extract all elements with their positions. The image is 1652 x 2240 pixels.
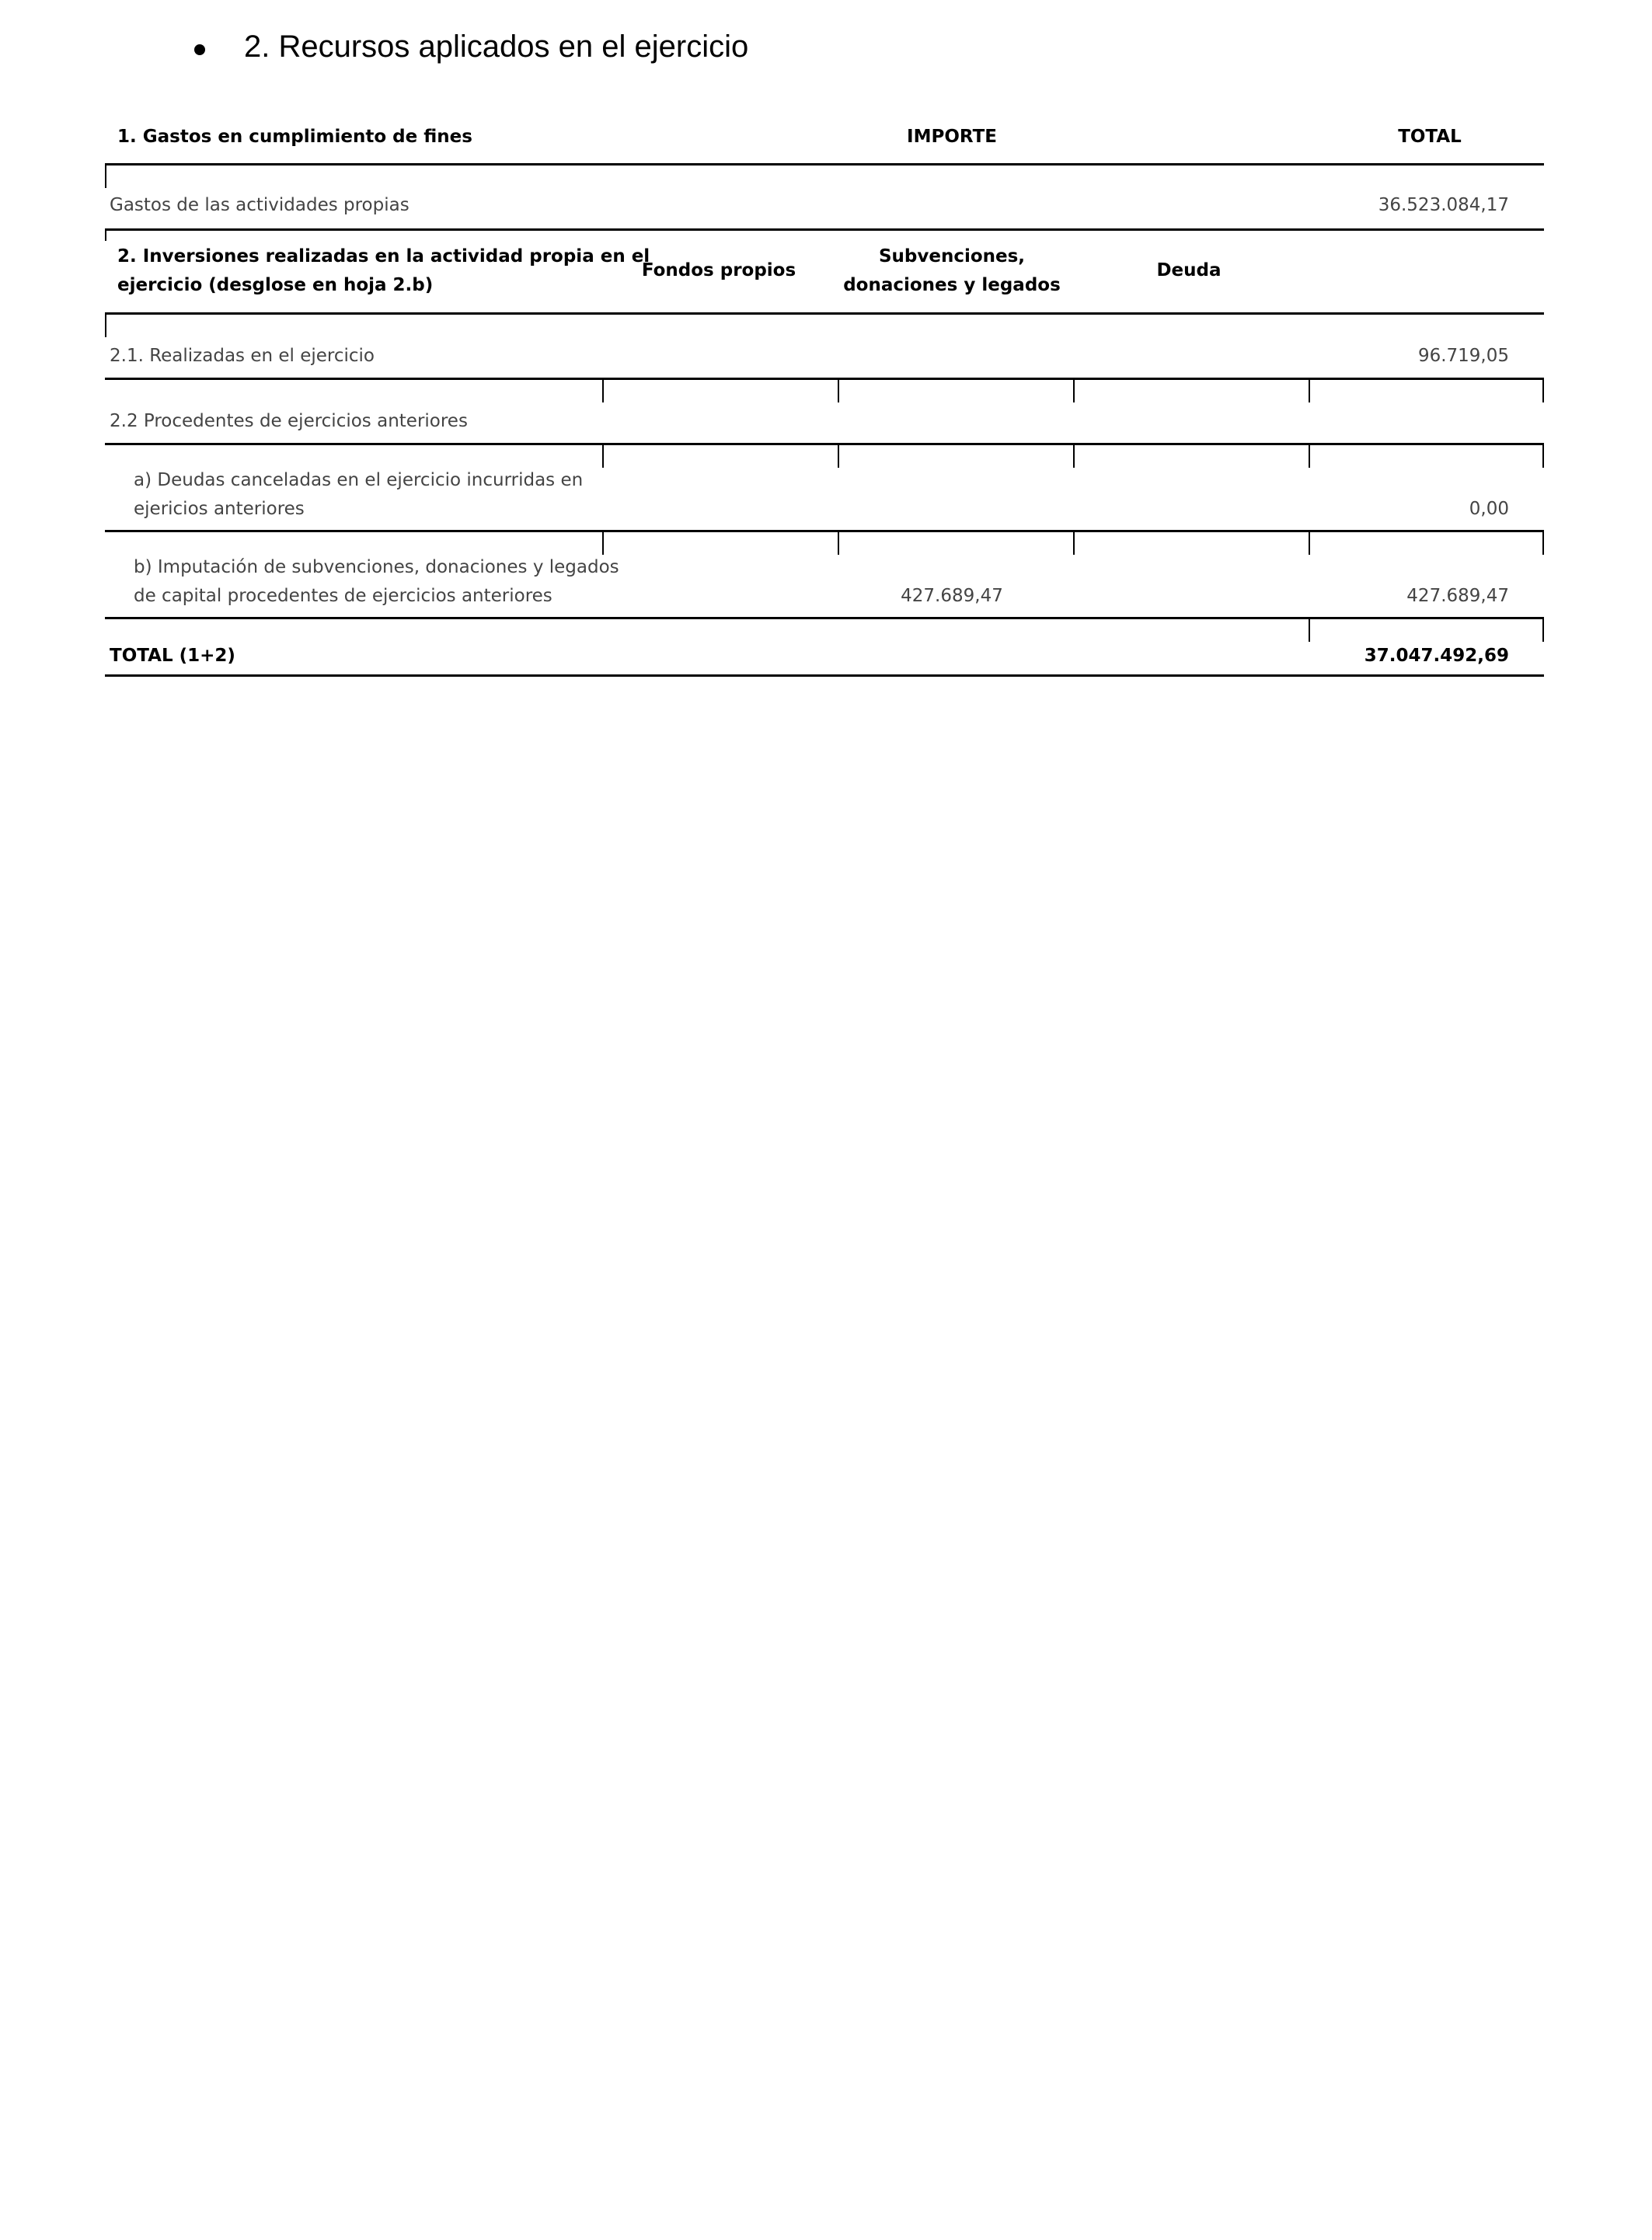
table-rule <box>1309 617 1310 642</box>
table-rule <box>602 530 604 555</box>
table-rule <box>105 163 1544 165</box>
section1-header-label: 1. Gastos en cumplimiento de fines <box>117 127 472 147</box>
row-imputacion-label-line2: de capital procedentes de ejercicios anteriores <box>134 586 552 606</box>
table-rule <box>105 228 1544 231</box>
row-deudas-label-line2: ejericios anteriores <box>134 499 305 519</box>
row-imputacion-label-line1: b) Imputación de subvenciones, donaciones y legados <box>134 557 619 577</box>
col-subvenciones-line1: Subvenciones, <box>878 246 1026 267</box>
table-rule <box>602 378 604 402</box>
col-deuda: Deuda <box>1156 260 1222 280</box>
table-rule <box>105 163 106 188</box>
table-rule <box>602 443 604 468</box>
table-rule <box>1073 378 1075 402</box>
section1-header-total: TOTAL <box>1398 127 1462 147</box>
col-subvenciones-line2: donaciones y legados <box>843 275 1061 295</box>
table-rule <box>105 617 1544 619</box>
table-rule <box>1309 378 1310 402</box>
table-rule <box>105 312 106 337</box>
table-rule <box>1542 617 1544 642</box>
table-rule <box>105 674 1544 677</box>
total-value: 37.047.492,69 <box>1364 646 1509 666</box>
section2-header-label-line1: 2. Inversiones realizadas en la actividad propia en el <box>117 246 650 267</box>
table-rule <box>105 530 1544 532</box>
table-rule <box>838 530 839 555</box>
row-procedentes-label: 2.2 Procedentes de ejercicios anteriores <box>110 411 468 431</box>
table-rule <box>105 443 1544 445</box>
gastos-actividades-label: Gastos de las actividades propias <box>110 195 410 215</box>
resources-table <box>105 0 1544 699</box>
section-heading-text: 2. Recursos aplicados en el ejercicio <box>244 30 749 64</box>
table-rule <box>1542 443 1544 468</box>
row-realizadas-total: 96.719,05 <box>1417 346 1509 366</box>
table-rule <box>105 228 106 241</box>
table-rule <box>105 312 1544 315</box>
section2-header-label-line2: ejercicio (desglose en hoja 2.b) <box>117 275 434 295</box>
table-rule <box>838 443 839 468</box>
table-rule <box>1073 443 1075 468</box>
col-fondos-propios: Fondos propios <box>641 260 796 280</box>
row-imputacion-subvenciones: 427.689,47 <box>901 586 1003 606</box>
gastos-actividades-total: 36.523.084,17 <box>1378 195 1509 215</box>
table-rule <box>1542 378 1544 402</box>
table-rule <box>1309 530 1310 555</box>
row-imputacion-total: 427.689,47 <box>1406 586 1509 606</box>
table-rule <box>1073 530 1075 555</box>
row-deudas-label-line1: a) Deudas canceladas en el ejercicio incurridas en <box>134 470 584 490</box>
total-label: TOTAL (1+2) <box>110 646 235 666</box>
section1-header-importe: IMPORTE <box>907 127 997 147</box>
table-rule <box>1542 530 1544 555</box>
table-rule <box>838 378 839 402</box>
table-rule <box>105 378 1544 380</box>
row-deudas-total: 0,00 <box>1469 499 1509 519</box>
table-rule <box>1309 443 1310 468</box>
row-realizadas-label: 2.1. Realizadas en el ejercicio <box>110 346 375 366</box>
